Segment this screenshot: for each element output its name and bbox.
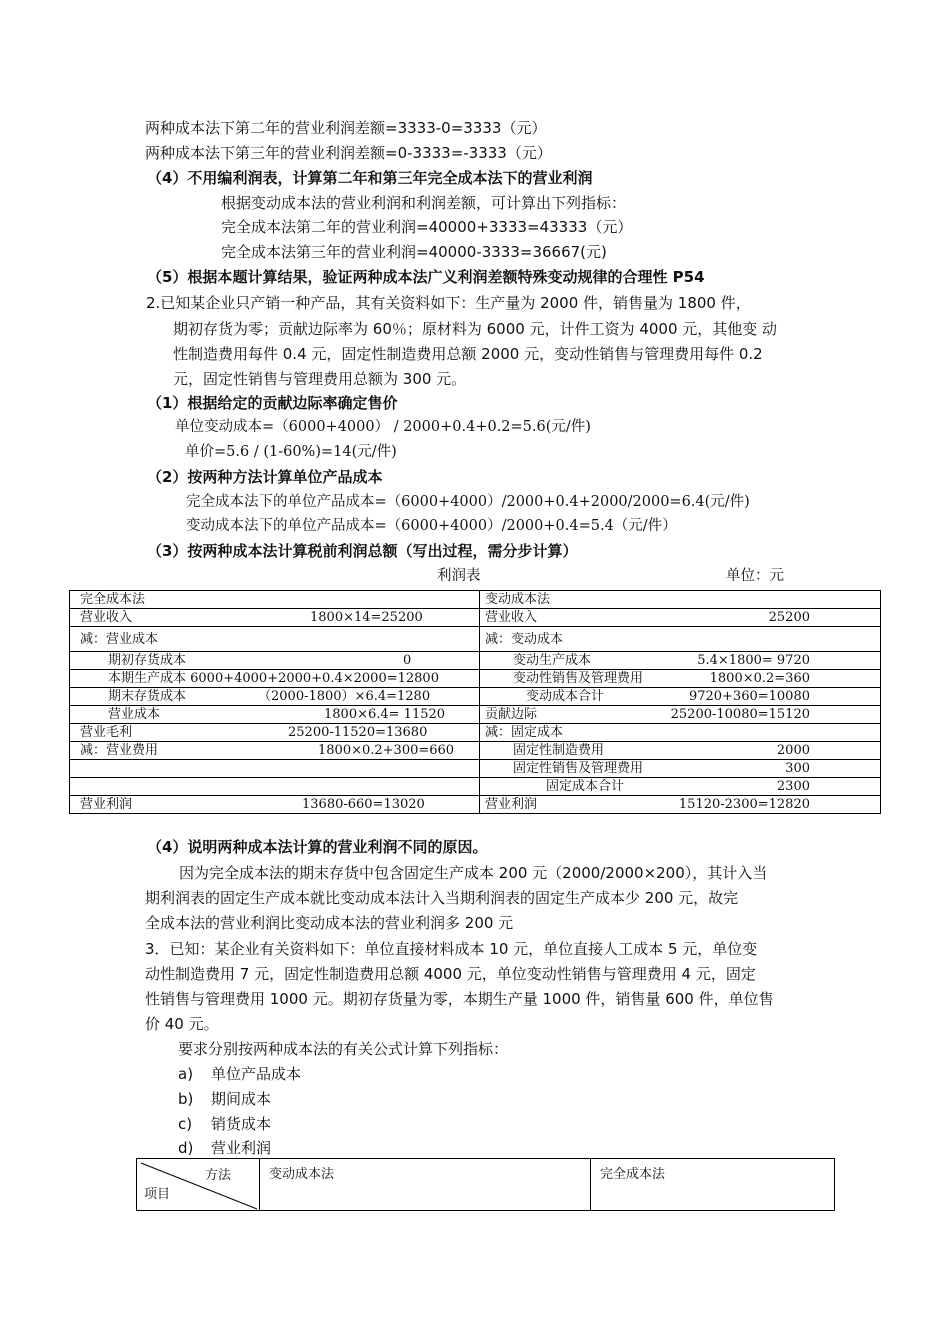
text-line: 要求分别按两种成本法的有关公式计算下列指标： bbox=[178, 1040, 509, 1058]
cell-label: 变动成本法 bbox=[485, 592, 551, 607]
cell-label: 变动性销售及管理费用 bbox=[513, 671, 644, 686]
table-unit: 单位：元 bbox=[726, 568, 784, 584]
cell-label: 变动生产成本 bbox=[513, 653, 592, 668]
cell-label: 减：变动成本 bbox=[485, 632, 564, 647]
table-row bbox=[70, 688, 881, 706]
problem-statement: 3．已知：某企业有关资料如下：单位直接材料成本 10 元，单位直接人工成本 5 元，单位变 bbox=[145, 940, 758, 958]
cell-value: 9720+360=10080 bbox=[688, 689, 810, 704]
list-item: 销货成本 bbox=[211, 1115, 272, 1133]
text-line: 两种成本法下第三年的营业利润差额=0-3333=-3333（元） bbox=[145, 144, 552, 162]
section-heading: （1）根据给定的贡献边际率确定售价 bbox=[147, 394, 398, 412]
profit-table bbox=[69, 590, 881, 814]
table-row bbox=[70, 670, 881, 688]
text-line: 完全成本法第二年的营业利润=40000+3333=43333（元） bbox=[221, 218, 633, 236]
cell-label: 营业成本 bbox=[108, 707, 161, 722]
list-marker: b) bbox=[178, 1090, 194, 1108]
table-row bbox=[70, 724, 881, 742]
problem-statement: 动性制造费用 7 元，固定性制造费用总额 4000 元，单位变动性销售与管理费用 4 元，固定 bbox=[145, 965, 756, 983]
method-table bbox=[136, 1158, 835, 1211]
text-line: 期利润表的固定生产成本就比变动成本法计入当期利润表的固定生产成本少 200 元，故完 bbox=[145, 889, 739, 907]
cell-label: 营业毛利 bbox=[80, 725, 133, 740]
text-line: 两种成本法下第二年的营业利润差额=3333-0=3333（元） bbox=[145, 119, 547, 137]
cell-label: 变动成本合计 bbox=[526, 689, 605, 704]
cell-value: 1800×0.2=360 bbox=[709, 671, 810, 686]
table-row bbox=[137, 1159, 835, 1211]
problem-statement: 性制造费用每件 0.4 元，固定性制造费用总额 2000 元，变动性销售与管理费用每件 0.2 bbox=[173, 345, 763, 363]
problem-statement: 2.已知某企业只产销一种产品，其有关资料如下：生产量为 2000 件，销售量为 1800 件， bbox=[146, 294, 751, 312]
cell-value: 1800×6.4= 11520 bbox=[324, 707, 446, 722]
cell-label: 本期生产成本 6000+4000+2000+0.4×2000=12800 bbox=[108, 671, 439, 686]
cell-value: 13680-660=13020 bbox=[302, 797, 425, 812]
list-marker: c) bbox=[178, 1115, 193, 1133]
section-heading: （3）按两种成本法计算税前利润总额（写出过程，需分步计算） bbox=[147, 542, 578, 560]
cell-label: 完全成本法 bbox=[80, 592, 146, 607]
table-title: 利润表 bbox=[437, 568, 481, 584]
cell-value: 300 bbox=[785, 761, 810, 776]
problem-statement: 元，固定性销售与管理费用总额为 300 元。 bbox=[173, 370, 467, 388]
table-row bbox=[70, 591, 881, 609]
table-row bbox=[70, 796, 881, 814]
diagonal-header-cell bbox=[137, 1159, 260, 1211]
table-row bbox=[70, 760, 881, 778]
table-row bbox=[70, 652, 881, 670]
formula-line: 完全成本法下的单位产品成本=（6000+4000）/2000+0.4+2000/2000=6.4(元/件) bbox=[186, 494, 750, 510]
list-item: 营业利润 bbox=[211, 1139, 272, 1157]
list-marker: d) bbox=[178, 1139, 194, 1157]
text-line: 因为完全成本法的期末存货中包含固定生产成本 200 元（2000/2000×200），其计入当 bbox=[179, 864, 768, 882]
section-heading: （4）说明两种成本法计算的营业利润不同的原因。 bbox=[147, 838, 488, 856]
cell-label: 贡献边际 bbox=[485, 707, 538, 722]
list-item: 单位产品成本 bbox=[211, 1065, 302, 1083]
cell-label: 固定性销售及管理费用 bbox=[513, 761, 644, 776]
problem-statement: 性销售与管理费用 1000 元。期初存货量为零，本期生产量 1000 件，销售量 600 件，单位售 bbox=[145, 990, 774, 1008]
cell-label: 营业利润 bbox=[80, 797, 133, 812]
table-row bbox=[70, 778, 881, 796]
list-item: 期间成本 bbox=[211, 1090, 272, 1108]
text-line: 全成本法的营业利润比变动成本法的营业利润多 200 元 bbox=[145, 914, 514, 932]
cell-label: 营业收入 bbox=[80, 610, 133, 625]
corner-label-bottom: 项目 bbox=[144, 1187, 171, 1202]
text-line: 根据变动成本法的营业利润和利润差额，可计算出下列指标： bbox=[221, 194, 627, 212]
section-heading: （4）不用编利润表，计算第二年和第三年完全成本法下的营业利润 bbox=[147, 169, 593, 187]
cell-label: 减：营业费用 bbox=[80, 743, 159, 758]
column-header: 变动成本法 bbox=[269, 1167, 335, 1182]
cell-value: 0 bbox=[403, 653, 412, 668]
table-row bbox=[70, 742, 881, 760]
cell-label: 固定性制造费用 bbox=[513, 743, 605, 758]
cell-value: 1800×14=25200 bbox=[310, 610, 423, 625]
cell-value: 25200 bbox=[768, 610, 810, 625]
cell-label: 营业收入 bbox=[485, 610, 538, 625]
cell-value: 2300 bbox=[776, 779, 810, 794]
list-marker: a) bbox=[178, 1065, 194, 1083]
table-row bbox=[70, 609, 881, 627]
formula-line: 单位变动成本=（6000+4000） / 2000+0.4+0.2=5.6(元/件) bbox=[175, 419, 591, 435]
table-row bbox=[70, 706, 881, 724]
cell-label: 期末存货成本 bbox=[108, 689, 187, 704]
cell-label: 减：固定成本 bbox=[485, 725, 564, 740]
cell-value: 1800×0.2+300=660 bbox=[318, 743, 455, 758]
cell-value: 15120-2300=12820 bbox=[678, 797, 810, 812]
corner-label-top: 方法 bbox=[204, 1168, 231, 1183]
cell-value: （2000-1800）×6.4=1280 bbox=[258, 689, 431, 704]
cell-value: 25200-11520=13680 bbox=[288, 725, 428, 740]
cell-value: 5.4×1800= 9720 bbox=[697, 653, 810, 668]
formula-line: 变动成本法下的单位产品成本=（6000+4000）/2000+0.4=5.4（元/件） bbox=[186, 518, 677, 534]
section-heading: （5）根据本题计算结果，验证两种成本法广义利润差额特殊变动规律的合理性 P54 bbox=[147, 268, 705, 286]
text-line: 完全成本法第三年的营业利润=40000-3333=36667(元) bbox=[221, 243, 607, 261]
table-row bbox=[70, 627, 881, 652]
cell-label: 营业利润 bbox=[485, 797, 538, 812]
cell-label: 减：营业成本 bbox=[80, 632, 159, 647]
problem-statement: 期初存货为零；贡献边际率为 60％；原材料为 6000 元，计件工资为 4000 元，其他变 动 bbox=[173, 320, 778, 338]
section-heading: （2）按两种方法计算单位产品成本 bbox=[147, 468, 383, 486]
cell-label: 固定成本合计 bbox=[546, 779, 625, 794]
cell-value: 25200-10080=15120 bbox=[670, 707, 810, 722]
cell-label: 期初存货成本 bbox=[108, 653, 187, 668]
formula-line: 单价=5.6 / (1-60%)=14(元/件) bbox=[185, 444, 397, 460]
column-header: 完全成本法 bbox=[600, 1167, 666, 1182]
problem-statement: 价 40 元。 bbox=[145, 1015, 219, 1033]
cell-value: 2000 bbox=[776, 743, 810, 758]
